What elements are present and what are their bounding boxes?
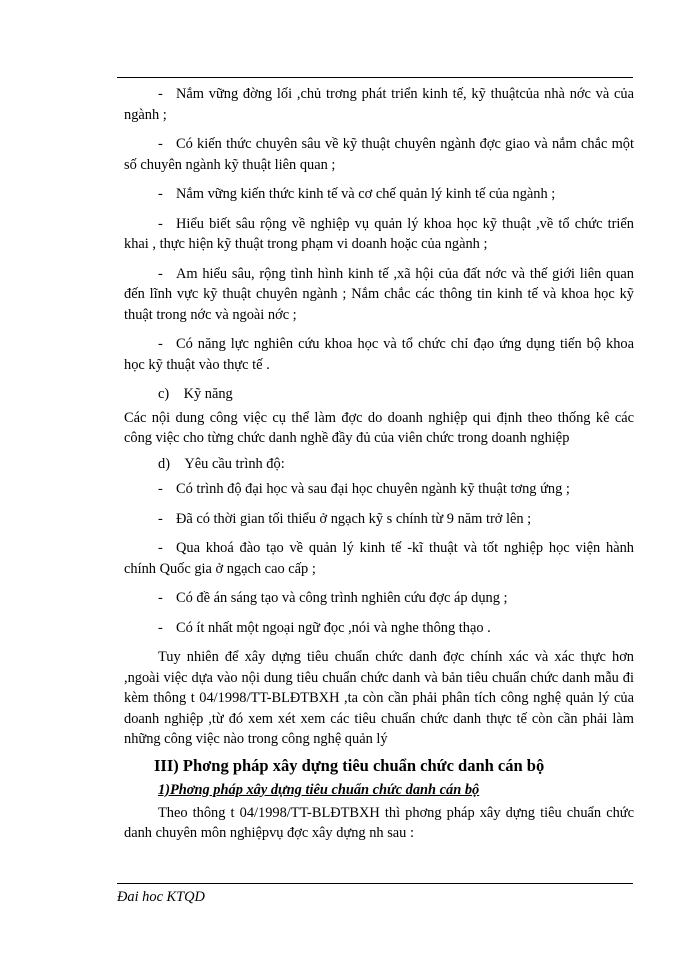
heading-subsection-1: 1)Phơng pháp xây dựng tiêu chuẩn chức danh cán bộ [158,781,480,798]
bullet-list-knowledge [124,84,634,375]
bullet-text: Nắm vững kiến thức kinh tế và cơ chế quản lý kinh tế của ngành ; [176,186,556,202]
bullet-dash: - [158,265,163,282]
bullet-text: Có năng lực nghiên cứu khoa học và tổ chức chỉ đạo ứng dụng tiến bộ khoa học kỹ thuật vào thực tế . [124,336,634,373]
paragraph-tuy-nhien: Tuy nhiên để xây dựng tiêu chuẩn chức danh đợc chính xác và xác thực hơn ,ngoài việc dựa vào nội dung tiêu chuẩn chức danh và bản tiêu chuẩn chức danh mẫu đi kèm thông t 04/1998/TT-BLĐTBXH ,ta còn cần phải phân tích công nghệ quản lý của doanh nghiệp ,từ đó xem xét xem các tiêu chuẩn chức danh thực tế còn cần phải làm những công việc nào trong công nghệ quản lý [124,649,634,747]
bullet-paragraph [124,509,634,530]
section-c-heading: c) Kỹ năng [158,386,233,402]
bullet-dash: - [158,510,163,527]
bullet-text: Có ít nhất một ngoại ngữ đọc ,nói và nghe thông thạo . [176,619,491,636]
bullet-paragraph [124,618,634,639]
header-rule [117,77,633,78]
bullet-paragraph [124,134,634,175]
footer-rule [117,883,633,884]
bullet-text: Có kiến thức chuyên sâu về kỹ thuật chuyên ngành đợc giao và nắm chắc một số chuyên ngành kỹ thuật liên quan ; [124,136,634,173]
page-body [124,84,634,853]
bullet-paragraph [124,84,634,125]
bullet-dash: - [158,336,163,352]
bullet-text: Có trình độ đại học và sau đại học chuyên ngành kỹ thuật tơng ứng ; [176,481,570,497]
bullet-paragraph [124,588,634,609]
bullet-text: Hiểu biết sâu rộng về nghiệp vụ quản lý khoa học kỹ thuật ,về tổ chức triển khai , thực hiện kỹ thuật trong phạm vi doanh hoặc của ngành ; [124,215,634,252]
bullet-dash: - [158,619,163,636]
bullet-dash: - [158,86,163,102]
bullet-dash: - [158,215,163,232]
bullet-dash: - [158,136,163,152]
bullet-text: Am hiểu sâu, rộng tình hình kinh tế ,xã hội của đất nớc và thế giới liên quan đến lĩnh vực kỹ thuật chuyên ngành ; Nắm chắc các thông tin kinh tế và khoa học kỹ thuật trong nớc và ngoài nớc ; [124,265,634,323]
bullet-text: Đã có thời gian tối thiểu ở ngạch kỹ s chính từ 9 năm trở lên ; [176,510,532,527]
bullet-paragraph [124,264,634,326]
footer-text: Đai hoc KTQD [117,889,205,905]
bullet-paragraph [124,184,634,205]
bullet-list-requirements [124,479,634,638]
paragraph-theo-thong-tu: Theo thông t 04/1998/TT-BLĐTBXH thì phơng pháp xây dựng tiêu chuẩn chức danh chuyên môn nghiệpvụ đợc xây dựng nh sau : [124,804,634,841]
bullet-paragraph [124,479,634,500]
heading-section-iii: III) Phơng pháp xây dựng tiêu chuẩn chức danh cán bộ [154,755,545,775]
bullet-dash: - [158,481,163,497]
bullet-dash: - [158,186,163,202]
bullet-paragraph [124,334,634,375]
bullet-paragraph [124,538,634,579]
bullet-dash: - [158,590,163,606]
bullet-text: Có đề án sáng tạo và công trình nghiên cứu đợc áp dụng ; [176,590,508,606]
bullet-text: Nắm vững đờng lối ,chủ trơng phát triển kinh tế, kỹ thuậtcủa nhà nớc và của ngành ; [124,86,634,123]
bullet-dash: - [158,540,163,556]
bullet-text: Qua khoá đào tạo về quản lý kinh tế -kĩ thuật và tốt nghiệp học viện hành chính Quốc gia ở ngạch cao cấp ; [124,540,634,577]
bullet-paragraph [124,214,634,255]
section-c-paragraph: Các nội dung công việc cụ thể làm đợc do doanh nghiệp qui định theo thống kê các công việc cho từng chức danh nghề đầy đủ của viên chức trong doanh nghiệp [124,409,634,446]
section-d-heading: d) Yêu cầu trình độ: [158,455,285,472]
